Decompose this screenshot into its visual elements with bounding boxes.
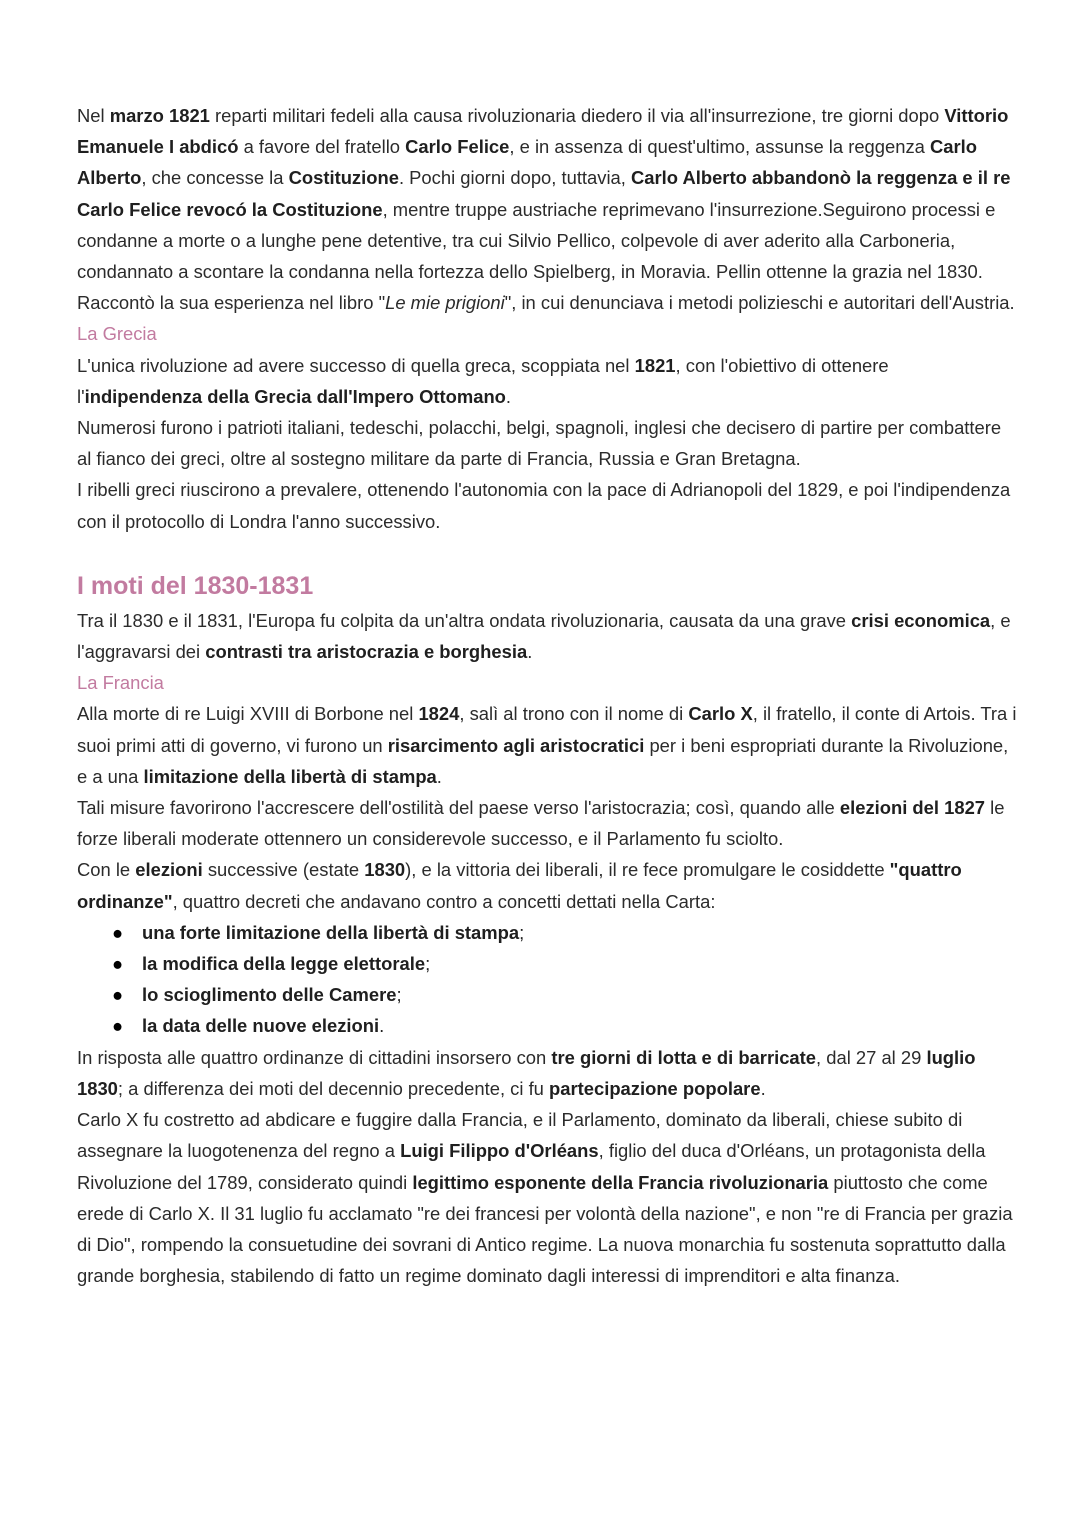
text-run: , con l'obiettivo di ottenere l' [77,354,889,407]
text-run: . [505,385,512,407]
text-run: , che concesse la [141,167,289,189]
subheading-francia: La Francia [77,672,164,694]
bullet-icon: ● [112,953,124,975]
list-item: ● la data delle nuove elezioni. [77,1010,1017,1041]
bold-text: tre giorni di lotta e di barricate [551,1046,817,1068]
paragraph-francia-4 [77,1042,1017,1104]
text-run: , figlio del duca d'Orléans, un protagonista della Rivoluzione del 1789, considerato quindi [77,1140,986,1193]
bold-text: Costituzione [288,167,399,189]
text-run: Carlo X fu costretto ad abdicare e fuggire dalla Francia, e il Parlamento, dominato da liberali, chiese subito di assegnare la luogotenenza del regno a [77,1109,963,1162]
bold-text: Carlo Alberto abbandonò la reggenza e il re Carlo Felice revocó la Costituzione [77,167,1011,220]
paragraph-francia-3 [77,854,1017,916]
bold-text: elezioni [135,859,203,881]
subheading-grecia: La Grecia [77,323,157,345]
bold-text: Vittorio Emanuele I abdicó [77,105,1009,158]
text-run: successive (estate [202,859,365,881]
bold-text: Carlo X [688,703,753,725]
bold-text: crisi economica [851,609,991,631]
bold-text: legittimo esponente della Francia rivoluzionaria [412,1171,829,1193]
text-run: ), e la vittoria dei liberali, il re fece promulgare le cosiddette [405,859,890,881]
text-run: , quattro decreti che andavano contro a concetti dettati nella Carta: [172,890,716,912]
text-run: Nel [77,105,110,126]
text-run: per i beni espropriati durante la Rivoluzione, e a una [77,734,1009,787]
italic-text: Le mie prigioni [385,292,505,314]
text-run: Con le [77,859,136,881]
bold-text: contrasti tra aristocrazia e borghesia [205,641,528,663]
bullet-icon: ● [112,984,124,1006]
bold-text: limitazione della libertà di stampa [143,765,437,787]
text-run: . [760,1077,766,1099]
text-run: . [527,641,533,663]
paragraph-francia-5 [77,1104,1017,1291]
bold-text: "quattro ordinanze" [77,859,962,912]
text-run: reparti militari fedeli alla causa rivoluzionaria diedero il via all'insurrezione, tre giorni dopo [209,105,945,126]
list-item: ● lo scioglimento delle Camere; [77,979,1017,1010]
text-run: , dal 27 al 29 [816,1046,927,1068]
document-page [77,100,1017,1291]
bold-text: 1830 [364,859,406,881]
bold-text: indipendenza della Grecia dall'Impero Ottomano [84,385,506,407]
bold-text: luglio 1830 [77,1046,976,1099]
text-run: . [436,765,442,787]
bold-text: Luigi Filippo d'Orléans [400,1140,599,1162]
text-run: , mentre truppe austriache reprimevano l'insurrezione.Seguirono processi e condanne a morte o a lunghe pene detentive, tra cui Silvio Pellico, colpevole di aver aderito alla Carboneria, condannato a scontare la condanna nella fortezza dello Spielberg, in Moravia. Pellin ottenne la grazia nel 1830. Raccontò la sua esperienza nel libro " [77,198,996,314]
text-run: ", in cui denunciava i metodi polizieschi e autoritari dell'Austria. [504,292,1015,314]
paragraph-grecia-1 [77,350,1017,412]
paragraph-grecia-3 [77,474,1017,536]
text-run: , il fratello, il conte di Artois. Tra i suoi primi atti di governo, vi furono un [77,703,1017,756]
text-run: In risposta alle quattro ordinanze di cittadini insorsero con [77,1046,552,1068]
text-run: Alla morte di re Luigi XVIII di Borbone nel [77,703,419,725]
text-run: ; a differenza dei moti del decennio precedente, ci fu [117,1077,550,1099]
text-run: Tali misure favorirono l'accrescere dell'ostilità del paese verso l'aristocrazia; così, quando alle [77,797,840,819]
paragraph-francia-1 [77,698,1017,792]
list-item: ● una forte limitazione della libertà di stampa; [77,917,1017,948]
text-run: le forze liberali moderate ottennero un considerevole successo, e il Parlamento fu sciolto. [77,797,1005,850]
section-heading-moti-1830: I moti del 1830-1831 [77,571,314,600]
text-run: piuttosto che come erede di Carlo X. Il 31 luglio fu acclamato "re dei francesi per volontà della nazione", e non "re di Francia per grazia di Dio", rompendo la consuetudine dei sovrani di Antico regime. La nuova monarchia fu sostenuta soprattutto dalla grande borghesia, stabilendo di fatto un regime dominato dagli interessi di imprenditori e alta finanza. [77,1171,1013,1287]
text-run: . Pochi giorni dopo, tuttavia, [398,167,632,189]
bold-text: Carlo Felice [405,136,510,158]
text-run: Tra il 1830 e il 1831, l'Europa fu colpita da un'altra ondata rivoluzionaria, causata da una grave [77,609,852,631]
bullet-icon: ● [112,921,124,943]
bold-text: partecipazione popolare [549,1077,761,1099]
paragraph-grecia-2 [77,412,1017,474]
paragraph-intro-1830 [77,605,1017,667]
bold-text: Carlo Alberto [77,136,978,189]
bold-text: 1821 [634,354,676,376]
bold-text: marzo 1821 [109,105,210,126]
text-run: , e in assenza di quest'ultimo, assunse la reggenza [509,136,931,158]
text-run: Numerosi furono i patrioti italiani, tedeschi, polacchi, belgi, spagnoli, inglesi che decisero di partire per combattere al fianco dei greci, oltre al sostegno militare da parte di Francia, Russia e Gran Bretagna. [77,417,1002,470]
text-run: , salì al trono con il nome di [459,703,689,725]
bullet-icon: ● [112,1015,124,1037]
text-run: I ribelli greci riuscirono a prevalere, ottenendo l'autonomia con la pace di Adrianopoli del 1829, e poi l'indipendenza con il protocollo di Londra l'anno successivo. [77,479,1011,532]
bold-text: risarcimento agli aristocratici [387,734,645,756]
bold-text: 1824 [418,703,460,725]
text-run: , e l'aggravarsi dei [77,609,1011,663]
text-run: L'unica rivoluzione ad avere successo di quella greca, scoppiata nel [77,354,635,376]
paragraph-insurrection-1821 [77,100,1017,318]
paragraph-francia-2 [77,792,1017,854]
list-item: ● la modifica della legge elettorale; [77,948,1017,979]
text-run: a favore del fratello [238,136,406,158]
ordinanze-list [77,917,1017,1042]
bold-text: elezioni del 1827 [839,797,986,819]
